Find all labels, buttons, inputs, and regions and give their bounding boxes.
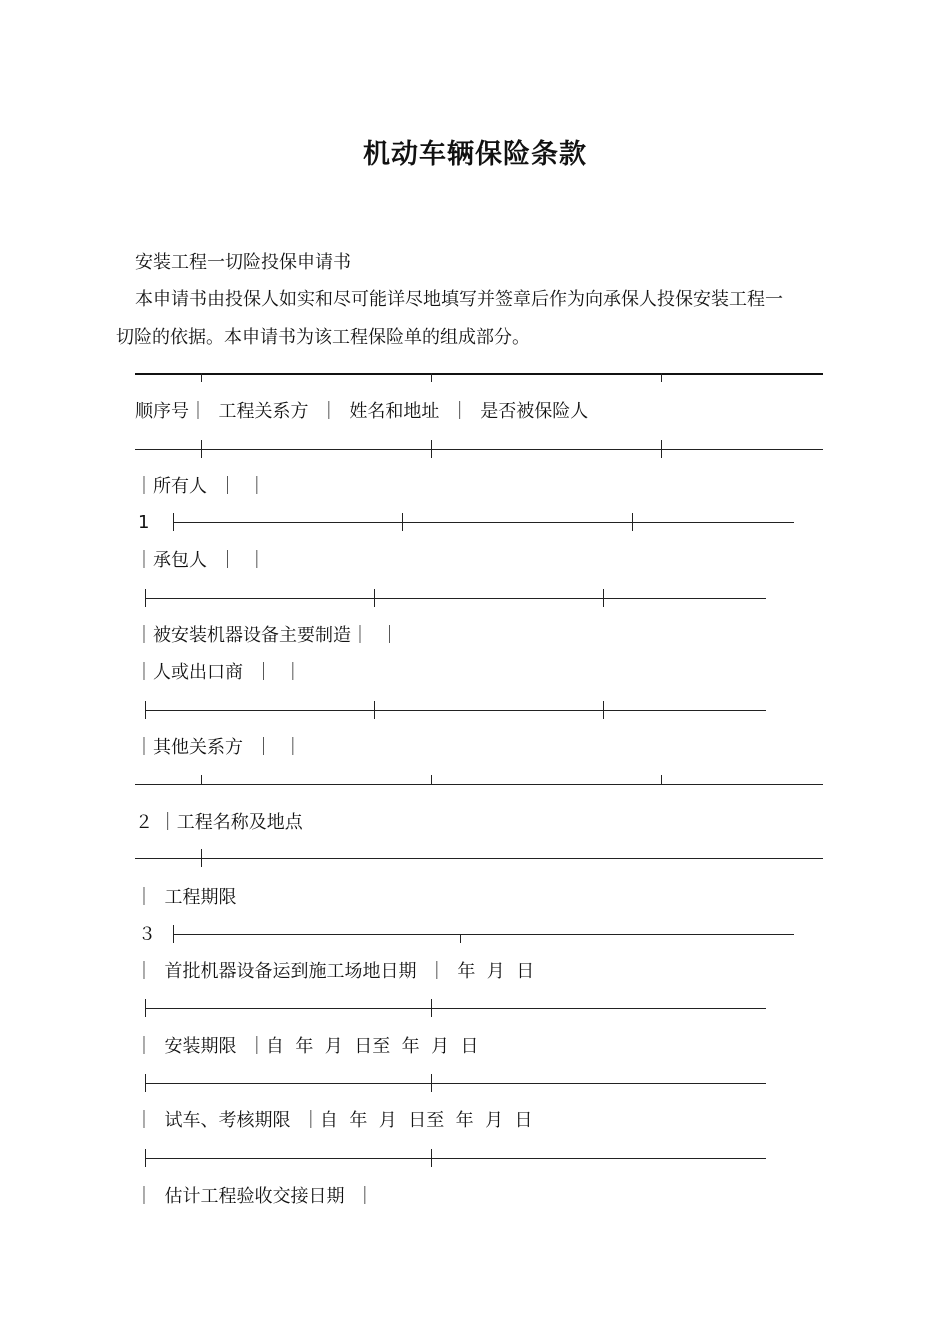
table-row-test-run-period: ｜ 试车、考核期限 ｜自 年 月 日至 年 月 日 [135, 1110, 533, 1131]
column-divider [431, 1074, 432, 1092]
intro-paragraph-line-1: 本申请书由投保人如实和尽可能详尽地填写并签章后作为向承保人投保安装工程一 [135, 289, 783, 310]
table-row-installation-period: ｜ 安装期限 ｜自 年 月 日至 年 月 日 [135, 1036, 479, 1057]
column-divider [431, 373, 432, 382]
column-divider [201, 775, 202, 784]
table-row-divider [145, 598, 766, 599]
table-row-divider [145, 1083, 766, 1084]
table-row-owner: ｜所有人 ｜ ｜ [135, 476, 266, 497]
table-row-other-parties: ｜其他关系方 ｜ ｜ [135, 737, 302, 758]
column-divider [661, 775, 662, 784]
table-row-manufacturer-line-2: ｜人或出口商 ｜ ｜ [135, 662, 302, 683]
column-divider [374, 701, 375, 719]
column-divider [603, 589, 604, 607]
table-row-contractor: ｜承包人 ｜ ｜ [135, 550, 266, 571]
table-row-divider [135, 449, 823, 450]
column-divider [402, 513, 403, 531]
column-divider [374, 589, 375, 607]
table-row-divider [173, 522, 794, 523]
column-divider [173, 925, 174, 943]
table-row-project-name-location: ２ ｜工程名称及地点 [135, 812, 303, 833]
column-divider [201, 849, 202, 867]
table-row-manufacturer-line-1: ｜被安装机器设备主要制造｜ ｜ [135, 625, 399, 646]
column-divider [145, 1149, 146, 1167]
table-row-acceptance-date: ｜ 估计工程验收交接日期 ｜ [135, 1186, 374, 1207]
table-header-row: 顺序号｜ 工程关系方 ｜ 姓名和地址 ｜ 是否被保险人 [135, 401, 589, 422]
table-row-divider [135, 858, 823, 859]
column-divider [145, 701, 146, 719]
column-divider [661, 373, 662, 382]
page-title: 机动车辆保险条款 [363, 139, 587, 170]
column-divider [145, 999, 146, 1017]
column-divider [201, 373, 202, 382]
table-row-divider [173, 934, 794, 935]
table-row-divider [145, 710, 766, 711]
column-divider [145, 589, 146, 607]
column-divider [661, 440, 662, 458]
table-row-divider [145, 1008, 766, 1009]
form-title: 安装工程一切险投保申请书 [135, 252, 351, 273]
table-row-divider [135, 784, 823, 785]
column-divider [201, 440, 202, 458]
column-divider [431, 440, 432, 458]
row-number-3: ３ [138, 924, 156, 945]
column-divider [145, 1074, 146, 1092]
row-number-1: 1 [138, 512, 150, 533]
intro-paragraph-line-2: 切险的依据。本申请书为该工程保险单的组成部分。 [116, 327, 530, 348]
column-divider [460, 934, 461, 943]
column-divider [431, 775, 432, 784]
table-top-border [135, 373, 823, 375]
table-row-divider [145, 1158, 766, 1159]
column-divider [173, 513, 174, 531]
column-divider [603, 701, 604, 719]
table-row-first-delivery-date: ｜ 首批机器设备运到施工场地日期 ｜ 年 月 日 [135, 961, 535, 982]
column-divider [431, 999, 432, 1017]
table-row-project-duration: ｜ 工程期限 [135, 887, 237, 908]
column-divider [431, 1149, 432, 1167]
column-divider [632, 513, 633, 531]
